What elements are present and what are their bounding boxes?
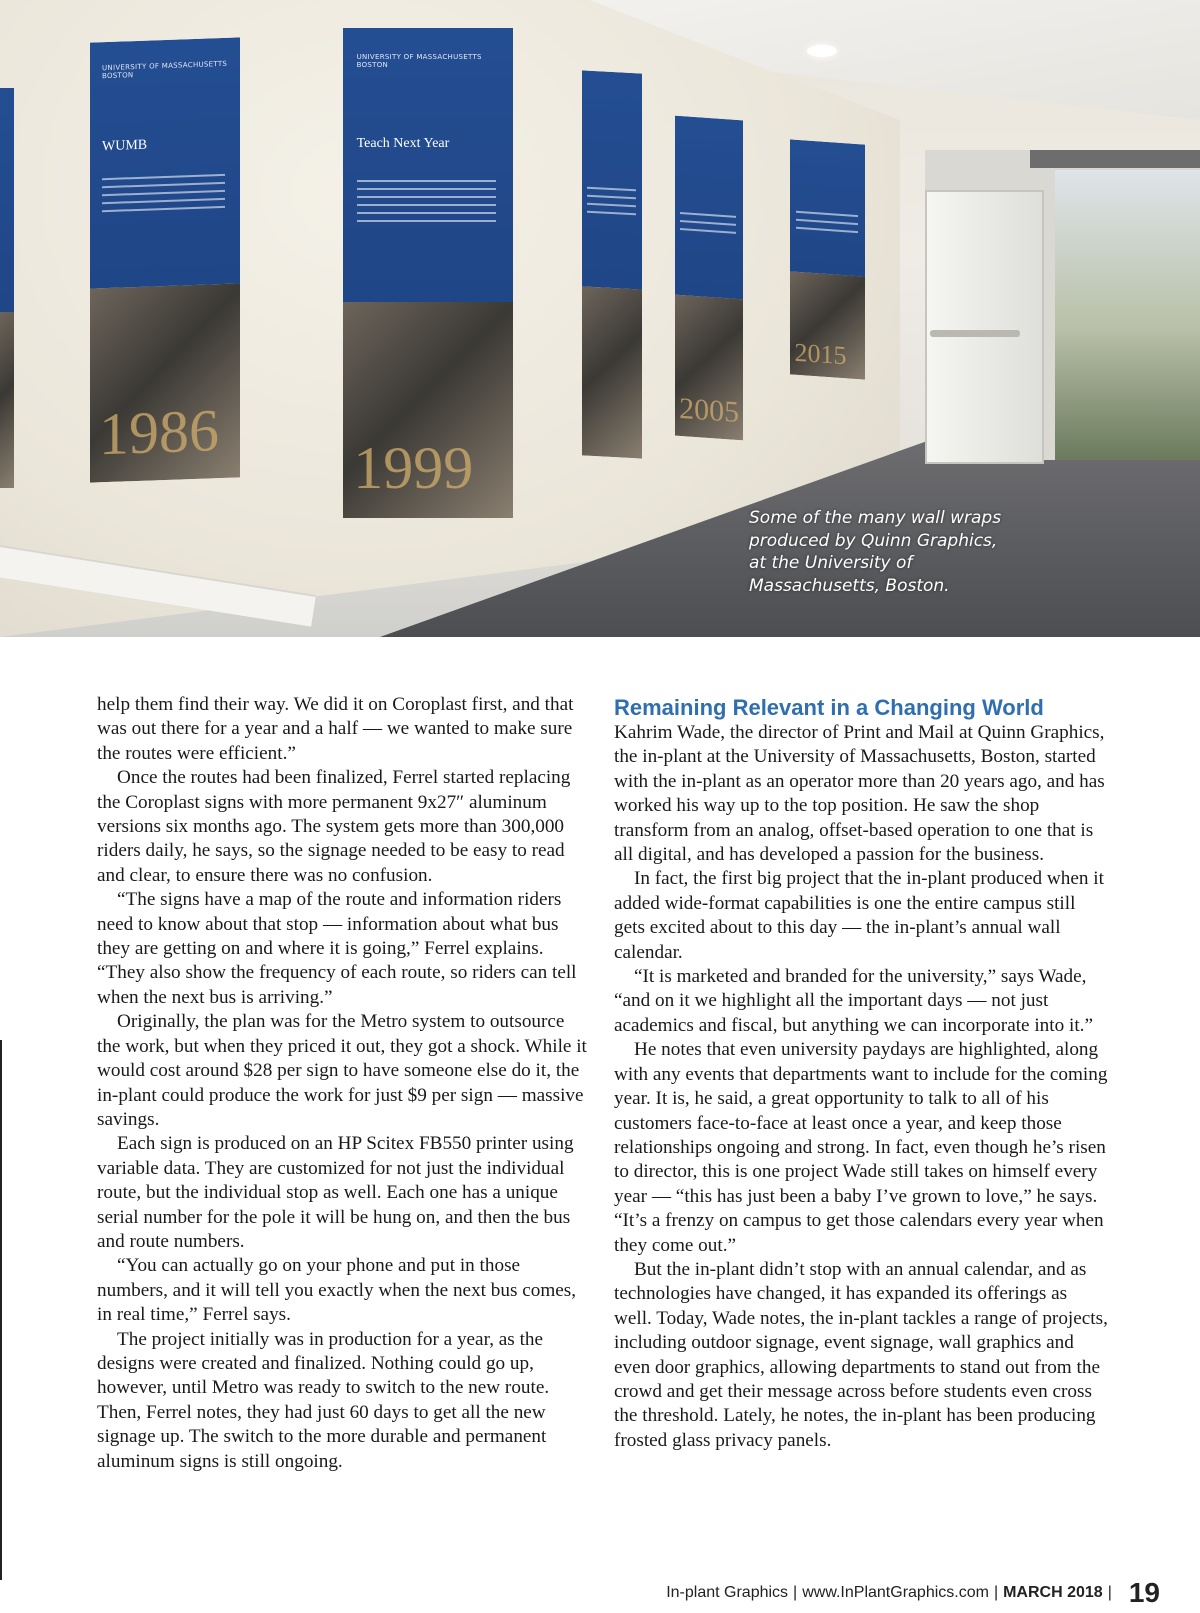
page-number: 19 [1128,1577,1160,1608]
publication-website: www.InPlantGraphics.com [802,1584,989,1601]
poster-body-text [102,174,225,218]
paragraph: “It is marketed and branded for the university,” says Wade, “and on it we highlight all the important days — not just academics and fiscal, but anything we can incorporate into it.” [614,966,1093,1036]
poster-year: 2005 [679,392,740,430]
wall-poster-5 [790,139,865,379]
article-right-column [614,695,1108,1453]
footer-separator: | [993,1584,999,1601]
poster-year: 1986 [99,396,219,468]
poster-year: 2015 [794,337,847,371]
poster-body-text [680,212,736,240]
poster-header: UNIVERSITY OF MASSACHUSETTS BOSTON [356,52,482,69]
paragraph: help them find their way. We did it on Coroplast first, and that was out there for a year and a half — we wanted to make sure the routes were efficient.” [97,694,574,764]
door-closer [1030,150,1200,168]
wall-poster-4 [675,116,743,441]
margin-rule [0,1040,2,1580]
issue-date: MARCH 2018 [1003,1584,1103,1601]
hero-photo [0,0,1200,637]
wall-poster-wumb [90,37,240,482]
ceiling-light [807,45,837,57]
footer-separator: | [1107,1584,1112,1601]
open-door [925,190,1044,464]
poster-year: 1999 [353,435,474,502]
publication-name: In-plant Graphics [666,1584,789,1601]
wall-poster-3 [582,70,642,458]
paragraph: Kahrim Wade, the director of Print and Mail at Quinn Graphics, the in-plant at the University of Massachusetts, Boston, started with the in-plant as an operator more than 20 years ago, and has worked his way up to the top position. He saw the shop transform from an analog, offset-based operation to one that is all digital, and has developed a passion for the business. [614,722,1105,866]
paragraph: In fact, the first big project that the in-plant produced when it added wide-format capabilities is one the entire campus still gets excited about to this day — the in-plant’s annual wall calendar. [614,868,1104,963]
poster-body-text [357,180,496,228]
paragraph: “The signs have a map of the route and information riders need to know about that stop — information about what bus they are getting on and where it is going,” Ferrel explains. “They also show the frequency of each route, so riders can tell when the next bus is arriving.” [97,889,577,1008]
paragraph: Once the routes had been finalized, Ferrel started replacing the Coroplast signs with more permanent 9x27″ aluminum versions six months ago. The system gets more than 300,000 riders daily, he says, so the signage needed to be easy to read and clear, to ensure there was no confusion. [97,767,571,886]
paragraph: Each sign is produced on an HP Scitex FB550 printer using variable data. They are customized for not just the individual route, but the individual stop as well. Each one has a unique serial number for the pole it will be hung on, and then the bus and route numbers. [97,1133,574,1252]
doorway-exterior-view [1055,170,1200,460]
paragraph: Originally, the plan was for the Metro system to outsource the work, but when they priced it out, they got a shock. While it would cost around $28 per sign to have someone else do it, the in-plant could produce the work for just $9 per sign — massive savings. [97,1011,587,1130]
section-heading: Remaining Relevant in a Changing World [614,695,1044,720]
paragraph: But the in-plant didn’t stop with an annual calendar, and as technologies have changed, it has expanded its offerings as well. Today, Wade notes, the in-plant tackles a range of projects, including outdoor signage, event signage, wall graphics and even door graphics, allowing departments to stand out from the crowd and get their message across before students even cross the threshold. Lately, he notes, the in-plant has been producing frosted glass privacy panels. [614,1258,1108,1451]
poster-title: Teach Next Year [356,135,450,151]
wall-poster-partial [0,88,14,488]
poster-body-text [796,210,858,238]
poster-header: UNIVERSITY OF MASSACHUSETTS BOSTON [102,59,228,81]
page-footer [600,1575,1160,1611]
poster-body-text [587,186,636,221]
photo-caption: Some of the many wall wraps produced by Quinn Graphics, at the University of Massachusetts, Boston. [749,508,1002,596]
paragraph: The project initially was in production for a year, as the designs were created and finalized. Nothing could go up, however, until Metro was ready to switch to the new route. Then, Ferrel notes, they had just 60 days to get all the new signage up. The switch to the more durable and permanent aluminum signs is still ongoing. [97,1328,550,1472]
paragraph: “You can actually go on your phone and put in those numbers, and it will tell you exactly when the next bus comes, in real time,” Ferrel says. [97,1255,577,1326]
article-left-column [97,693,591,1474]
wall-poster-teach-next-year [343,28,513,518]
paragraph: He notes that even university paydays are highlighted, along with any events that departments want to include for the coming year. It is, he said, a great opportunity to talk to all of his customers face-to-face at least once a year, and keep those relationships ongoing and strong. In fact, even though he’s risen to director, this is one project Wade still takes on himself every year — “this has just been a baby I’ve grown to love,” he says. “It’s a frenzy on campus to get those calendars every year when they come out.” [614,1039,1108,1256]
door-push-bar [930,330,1020,337]
footer-separator: | [793,1584,798,1601]
poster-title: WUMB [102,137,148,154]
